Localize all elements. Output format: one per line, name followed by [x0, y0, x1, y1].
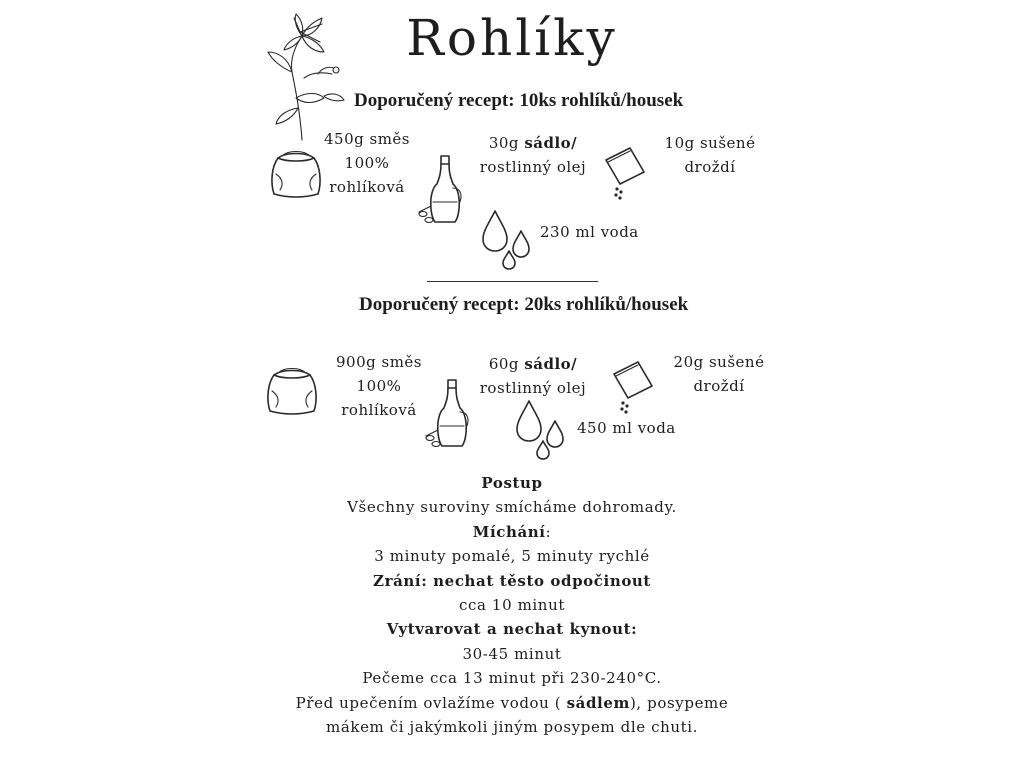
shape-time: 30-45 minut — [462, 644, 562, 663]
recipe-20-yeast: 20g sušené droždí — [673, 353, 765, 395]
water-drops-icon — [481, 209, 537, 271]
recipe-10-heading: Doporučený recept: 10ks rohlíků/housek — [354, 90, 684, 111]
water-drops-icon — [515, 399, 571, 461]
section-divider — [427, 281, 598, 282]
topping-instruction: mákem či jakýmkoli jiným posypem dle chuti. — [326, 718, 698, 737]
recipe-10-water: 230 ml voda — [540, 223, 639, 241]
yeast-packet-icon — [608, 358, 654, 418]
recipe-20-heading: Doporučený recept: 20ks rohlíků/housek — [359, 294, 689, 315]
before-bake-instruction: Před upečením ovlažíme vodou ( sádlem), posypeme — [295, 693, 729, 712]
recipe-20-flour: 900g směs 100% rohlíková — [336, 353, 422, 419]
procedure-mix-all: Všechny suroviny smícháme dohromady. — [347, 498, 677, 517]
flour-sack-icon — [264, 361, 320, 417]
procedure-heading: Postup — [481, 474, 543, 492]
yeast-packet-icon — [600, 144, 646, 204]
procedure-section — [0, 471, 1024, 739]
rest-heading: Zrání: nechat těsto odpočinout — [373, 571, 651, 590]
mixing-times: 3 minuty pomalé, 5 minuty rychlé — [374, 547, 650, 566]
recipe-10-flour: 450g směs 100% rohlíková — [324, 130, 410, 196]
recipe-10-fat: 30g sádlo/ rostlinný olej — [479, 134, 587, 176]
rest-time: cca 10 minut — [459, 596, 565, 615]
mixing-heading: Míchání: — [472, 522, 552, 541]
recipe-20-water: 450 ml voda — [577, 419, 676, 437]
bake-instruction: Pečeme cca 13 minut při 230-240°C. — [362, 669, 662, 688]
recipe-20-fat: 60g sádlo/ rostlinný olej — [479, 355, 587, 397]
shape-heading: Vytvarovat a nechat kynout: — [386, 620, 638, 639]
oil-bottle-icon — [417, 154, 473, 226]
flower-illustration-icon — [262, 12, 362, 142]
recipe-10-yeast: 10g sušené droždí — [664, 134, 756, 176]
page-title: Rohlíky — [406, 9, 618, 67]
